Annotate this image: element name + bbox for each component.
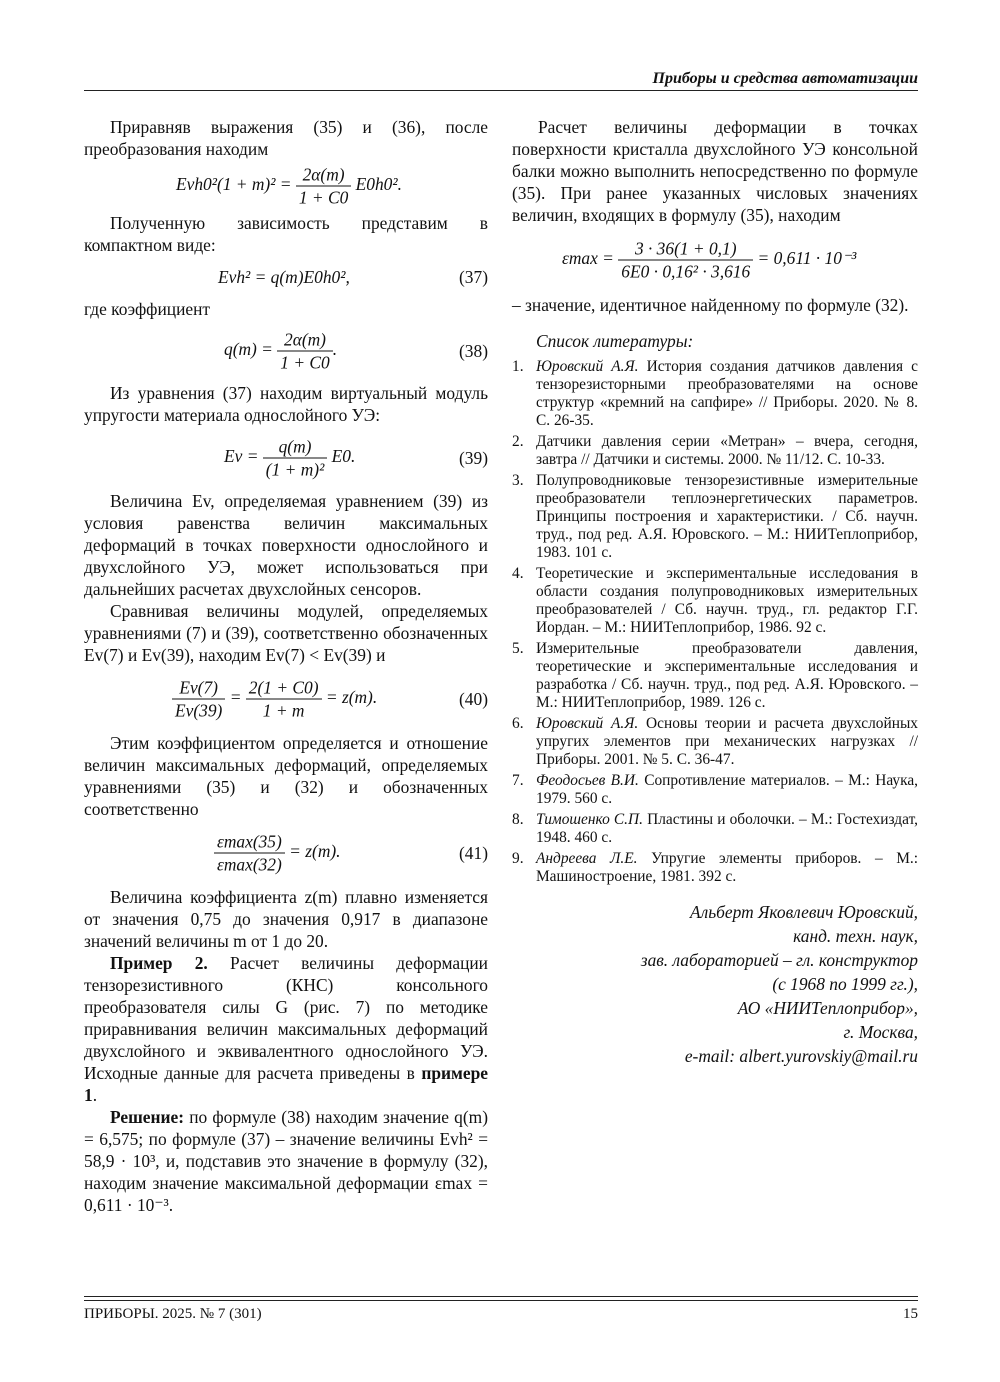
formula-41: [84, 826, 488, 880]
reference-text: Теоретические и экспериментальные исследования в области создания полупроводниковых измерительных преобразователей / Сб. научн. труд., гл. редактор Г.Г. Иордан. – М.: НИИТеплоприбор, 1986. 92 с.: [536, 565, 918, 636]
reference-number: 2.: [512, 433, 524, 450]
fraction: [618, 238, 753, 283]
header-rule: [84, 90, 918, 91]
formula-rhs: = z(m).: [325, 687, 378, 707]
reference-author: Феодосьев В.И.: [536, 772, 645, 789]
reference-text: Датчики давления серии «Метран» – вчера, сегодня, завтра // Датчики и системы. 2000. № 11/12. С. 10-33.: [536, 433, 918, 468]
reference-author: Юровский А.Я.: [536, 358, 647, 375]
fraction-numerator: εmax(35): [214, 831, 285, 854]
bold-label: Решение:: [110, 1107, 185, 1127]
formula-38: [84, 326, 488, 376]
equation-number: (39): [459, 448, 488, 468]
fraction-denominator: 1 + C0: [298, 187, 349, 208]
journal-issue: ПРИБОРЫ. 2025. № 7 (301): [84, 1306, 262, 1322]
reference-text: Пластины и оболочки. – М.: Гостехиздат, 1948. 460 с.: [536, 811, 918, 846]
reference-item: [512, 433, 918, 469]
formula-40: [84, 672, 488, 726]
paragraph: Расчет величины деформации в точках поверхности кристалла двухслойного УЭ консольной балки можно выполнить непосредственно по формуле (35). При ранее указанных числовых значениях величин, входящих в формулу (35), находим: [512, 117, 918, 225]
author-signature: [512, 900, 918, 1068]
reference-text: История создания датчиков давления с тензорезисторными преобразователями на основе структур «кремний на сапфире» // Приборы. 2020. № 8. С. 26-35.: [536, 358, 918, 429]
reference-item: [512, 772, 918, 808]
references-list: [512, 358, 918, 886]
formula-37: [84, 262, 488, 292]
fraction-denominator: 6E0 · 0,16² · 3,616: [621, 261, 751, 282]
equation-number: (38): [459, 341, 488, 361]
bold-label: Пример 2.: [110, 953, 208, 973]
paragraph: Величина Ev, определяемая уравнением (39) из условия равенства величин максимальных деформаций в точках поверхности однослойного и двухслойного УЭ, может использоваться при дальнейших расчетах двухслойных сенсоров.: [84, 491, 488, 599]
reference-item: [512, 565, 918, 637]
signature-line: АО «НИИТеплоприбор»,: [737, 998, 918, 1018]
paragraph: Сравнивая величины модулей, определяемых уравнениями (7) и (39), соответственно обозначенных Ev(7) и Ev(39), находим Ev(7) < Ev(39) и: [84, 601, 488, 665]
reference-text: Измерительные преобразователи давления, теоретические и экспериментальные исследования и разработка / Сб. научн. труд., под ред. А.Я. Юровского. – М.: НИИТеплоприбор, 1989. 126 с.: [536, 640, 918, 711]
fraction-denominator: 1 + C0: [280, 352, 330, 373]
signature-line: Альберт Яковлевич Юровский,: [690, 902, 918, 922]
formula-rhs: = z(m).: [289, 841, 341, 861]
paragraph: Из уравнения (37) находим виртуальный модуль упругости материала однослойного УЭ:: [84, 383, 488, 425]
fraction-denominator: (1 + m)²: [265, 459, 325, 480]
fraction: [296, 164, 351, 209]
page-footer: [84, 1296, 918, 1326]
paragraph: Приравняв выражения (35) и (36), после преобразования находим: [84, 117, 488, 159]
references-title: Список литературы:: [536, 331, 694, 351]
left-column: [84, 116, 488, 1216]
reference-item: [512, 640, 918, 712]
formula-emax: [512, 232, 918, 288]
reference-number: 7.: [512, 772, 524, 789]
reference-text: Сопротивление материалов. – М.: Наука, 1979. 560 с.: [536, 772, 918, 807]
paragraph-text: .: [92, 1085, 98, 1105]
signature-line: г. Москва,: [843, 1022, 918, 1042]
reference-item: [512, 472, 918, 562]
fraction-numerator: q(m): [263, 436, 327, 459]
fraction: [246, 677, 322, 722]
paragraph-text: по формуле (38) находим значение q(m) = 6,575; по формуле (37) – значение величины Evh² = 58,9 · 10³, и, подставив это значение в формулу (32), находим значение максимальной деформации εmax = 0,611 · 10⁻³.: [84, 1107, 488, 1215]
reference-number: 3.: [512, 472, 524, 489]
fraction: [214, 831, 285, 876]
reference-number: 4.: [512, 565, 524, 582]
paragraph: Полученную зависимость представим в компактном виде:: [84, 213, 488, 255]
fraction-numerator: 2α(m): [296, 164, 351, 187]
reference-author: Андреева Л.Е.: [536, 850, 652, 867]
formula-rhs: = 0,611 · 10⁻³: [757, 248, 857, 268]
signature-line: e-mail: albert.yurovskiy@mail.ru: [684, 1046, 918, 1066]
formula-rhs: E0h0².: [355, 174, 402, 194]
signature-line: (с 1968 по 1999 гг.),: [772, 974, 918, 994]
paragraph: Величина коэффициента z(m) плавно изменяется от значения 0,75 до значения 0,917 в диапазоне значений величины m от 1 до 20.: [84, 887, 488, 951]
fraction-numerator: 2α(m): [277, 329, 332, 352]
paragraph-example-2: [84, 952, 488, 1106]
fraction: [172, 677, 225, 722]
signature-line: канд. техн. наук,: [793, 926, 918, 946]
right-column: [512, 116, 918, 1068]
reference-text: Полупроводниковые тензорезистивные измерительные преобразователи теплоэнергетических параметров. Принципы построения и характеристики. / Сб. научн. труд., под ред. А.Я. Юровского. – М.: НИИТеплоприбор, 1983. 101 с.: [536, 472, 918, 561]
fraction-denominator: εmax(32): [217, 854, 282, 875]
reference-author: Тимошенко С.П.: [536, 811, 648, 828]
fraction-numerator: 2(1 + C0): [246, 677, 322, 700]
formula-lhs: εmax =: [562, 248, 614, 268]
paragraph-text: Расчет величины деформации тензорезистивного (КНС) консольного преобразователя силы G (рис. 7) по методике приравнивания величин максимальных деформаций двухслойного и эквивалентного однослойного УЭ. Исходные данные для расчета приведены в: [84, 953, 488, 1083]
formula-text: Evh² = q(m)E0h0²,: [218, 267, 350, 287]
fraction: [263, 436, 327, 481]
reference-number: 8.: [512, 811, 524, 828]
formula-lhs: q(m) =: [224, 339, 273, 359]
footer-rule: [84, 1296, 918, 1297]
page-number: 15: [903, 1306, 918, 1322]
reference-text: Упругие элементы приборов. – М.: Машиностроение, 1981. 392 с.: [536, 850, 918, 885]
equation-number: (37): [459, 267, 488, 287]
fraction-numerator: Ev(7): [172, 677, 225, 700]
reference-item: [512, 811, 918, 847]
reference-number: 9.: [512, 850, 524, 867]
formula-rhs: E0.: [331, 446, 356, 466]
reference-item: [512, 358, 918, 430]
reference-text: Основы теории и расчета двухслойных упругих элементов при механических нагрузках // Приборы. 2001. № 5. С. 36-47.: [536, 715, 918, 768]
reference-number: 6.: [512, 715, 524, 732]
paragraph-solution: [84, 1106, 488, 1216]
reference-item: [512, 715, 918, 769]
formula-39: [84, 432, 488, 484]
equation-number: (40): [459, 689, 488, 709]
paragraph: – значение, идентичное найденному по формуле (32).: [512, 295, 909, 315]
running-header: [84, 70, 918, 92]
formula-rhs: .: [332, 339, 338, 359]
formula-operator: =: [229, 687, 242, 707]
fraction: [277, 329, 332, 374]
footer-rule: [84, 1300, 918, 1301]
section-title: Приборы и средства автоматизации: [652, 70, 918, 87]
reference-number: 5.: [512, 640, 524, 657]
fraction-numerator: 3 · 36(1 + 0,1): [618, 238, 753, 261]
paragraph: где коэффициент: [84, 299, 210, 319]
formula-unnumbered: [84, 166, 488, 206]
reference-author: Юровский А.Я.: [536, 715, 647, 732]
formula-lhs: Evh0²(1 + m)² =: [176, 174, 292, 194]
formula-lhs: Ev =: [224, 446, 259, 466]
fraction-denominator: 1 + m: [262, 700, 305, 721]
paragraph: Этим коэффициентом определяется и отношение величин максимальных деформаций, определяемых уравнениями (35) и (32) и обозначенных соответственно: [84, 733, 488, 819]
signature-line: зав. лабораторией – гл. конструктор: [640, 950, 918, 970]
fraction-denominator: Ev(39): [175, 700, 223, 721]
bold-ref: примере 1: [84, 1063, 488, 1105]
equation-number: (41): [459, 843, 488, 863]
reference-number: 1.: [512, 358, 524, 375]
reference-item: [512, 850, 918, 886]
